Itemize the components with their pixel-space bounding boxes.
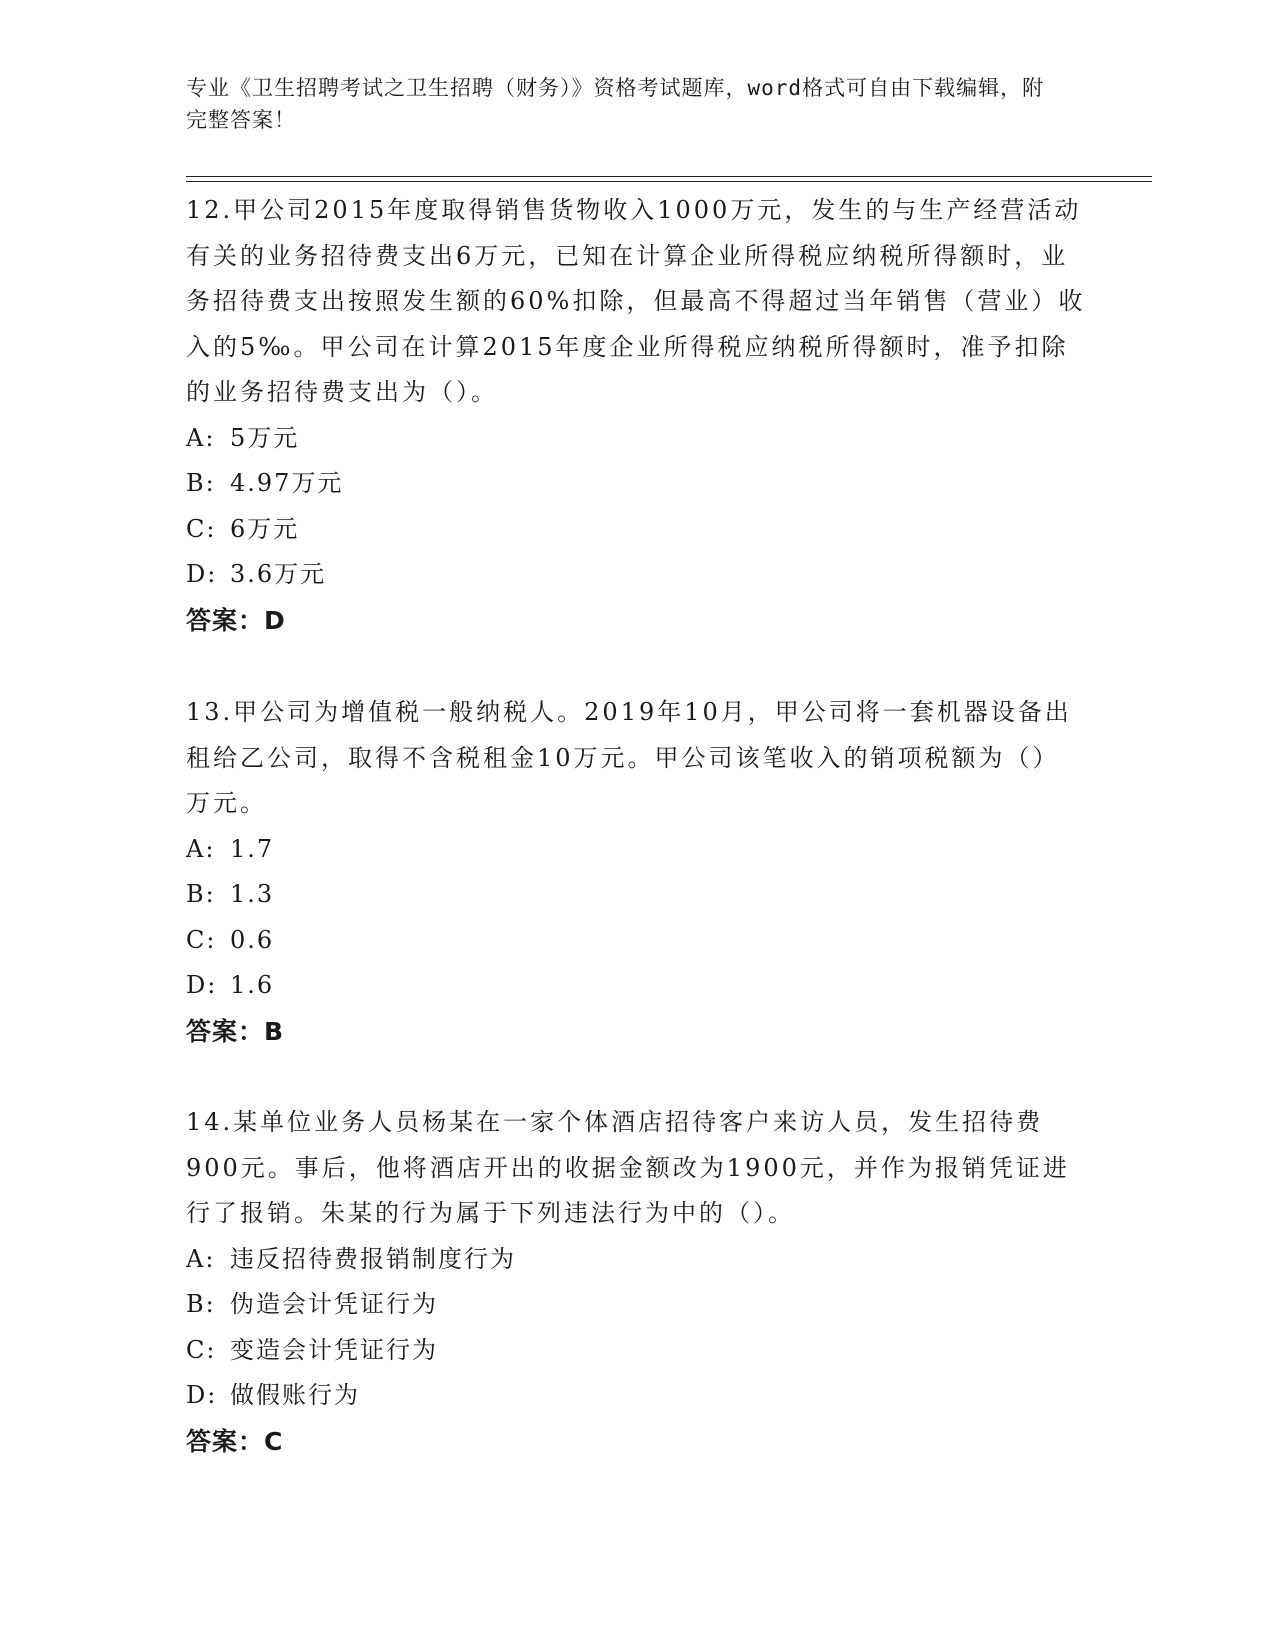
option-letter: B: (186, 880, 216, 908)
option-letter: D: (186, 560, 218, 588)
option-text: 4.97万元 (230, 469, 344, 497)
option-text: 0.6 (230, 925, 275, 954)
option-c (186, 918, 1086, 964)
option-c (186, 507, 1086, 553)
question-text: 13.甲公司为增值税一般纳税人。2019年10月，甲公司将一套机器设备出租给乙公司，取得不含税租金10万元。甲公司该笔收入的销项税额为（）万元。 (186, 698, 1072, 817)
header-divider-bottom (186, 181, 1152, 182)
option-c (186, 1328, 1086, 1374)
header-divider-top (186, 176, 1152, 177)
answer-label: 答案：D (186, 605, 286, 635)
option-text: 伪造会计凭证行为 (230, 1290, 438, 1318)
document-header: 专业《卫生招聘考试之卫生招聘（财务）》资格考试题库，word格式可自由下载编辑，附完整答案！ (186, 76, 1045, 132)
question-text: 12.甲公司2015年度取得销售货物收入1000万元，发生的与生产经营活动有关的业务招待费支出6万元，已知在计算企业所得税应纳税所得额时，业务招待费支出按照发生额的60%扣除，但最高不得超过当年销售（营业）收入的5‰。甲公司在计算2015年度企业所得税应纳税所得额时，准予扣除的业务招待费支出为（）。 (186, 196, 1086, 406)
option-letter: A: (186, 423, 216, 452)
option-letter: D: (186, 1381, 218, 1409)
option-b (186, 872, 1086, 918)
option-letter: B: (186, 1290, 216, 1318)
option-letter: B: (186, 469, 216, 497)
option-a (186, 827, 1086, 873)
question-text: 14.某单位业务人员杨某在一家个体酒店招待客户来访人员，发生招待费900元。事后，他将酒店开出的收据金额改为1900元，并作为报销凭证进行了报销。朱某的行为属于下列违法行为中的（）。 (186, 1108, 1070, 1227)
question-13 (186, 690, 1086, 1054)
option-text: 5万元 (230, 423, 300, 452)
option-text: 变造会计凭证行为 (230, 1335, 438, 1364)
option-d (186, 552, 1086, 598)
question-14 (186, 1100, 1086, 1464)
option-letter: C: (186, 514, 217, 543)
option-letter: C: (186, 925, 217, 954)
option-text: 1.6 (230, 971, 275, 999)
option-text: 做假账行为 (230, 1381, 360, 1409)
option-b (186, 461, 1086, 507)
option-letter: A: (186, 1244, 216, 1273)
option-a (186, 1237, 1086, 1283)
question-12 (186, 188, 1086, 643)
option-b (186, 1282, 1086, 1328)
option-a (186, 416, 1086, 462)
option-letter: C: (186, 1335, 217, 1364)
option-text: 1.7 (230, 834, 275, 863)
answer-label: 答案：B (186, 1016, 285, 1046)
option-letter: A: (186, 834, 216, 863)
option-text: 违反招待费报销制度行为 (230, 1244, 516, 1273)
option-d (186, 1373, 1086, 1419)
option-text: 1.3 (230, 880, 275, 908)
option-text: 3.6万元 (230, 560, 327, 588)
option-letter: D: (186, 971, 218, 999)
answer-label: 答案：C (186, 1426, 284, 1456)
option-d (186, 963, 1086, 1009)
option-text: 6万元 (230, 514, 300, 543)
